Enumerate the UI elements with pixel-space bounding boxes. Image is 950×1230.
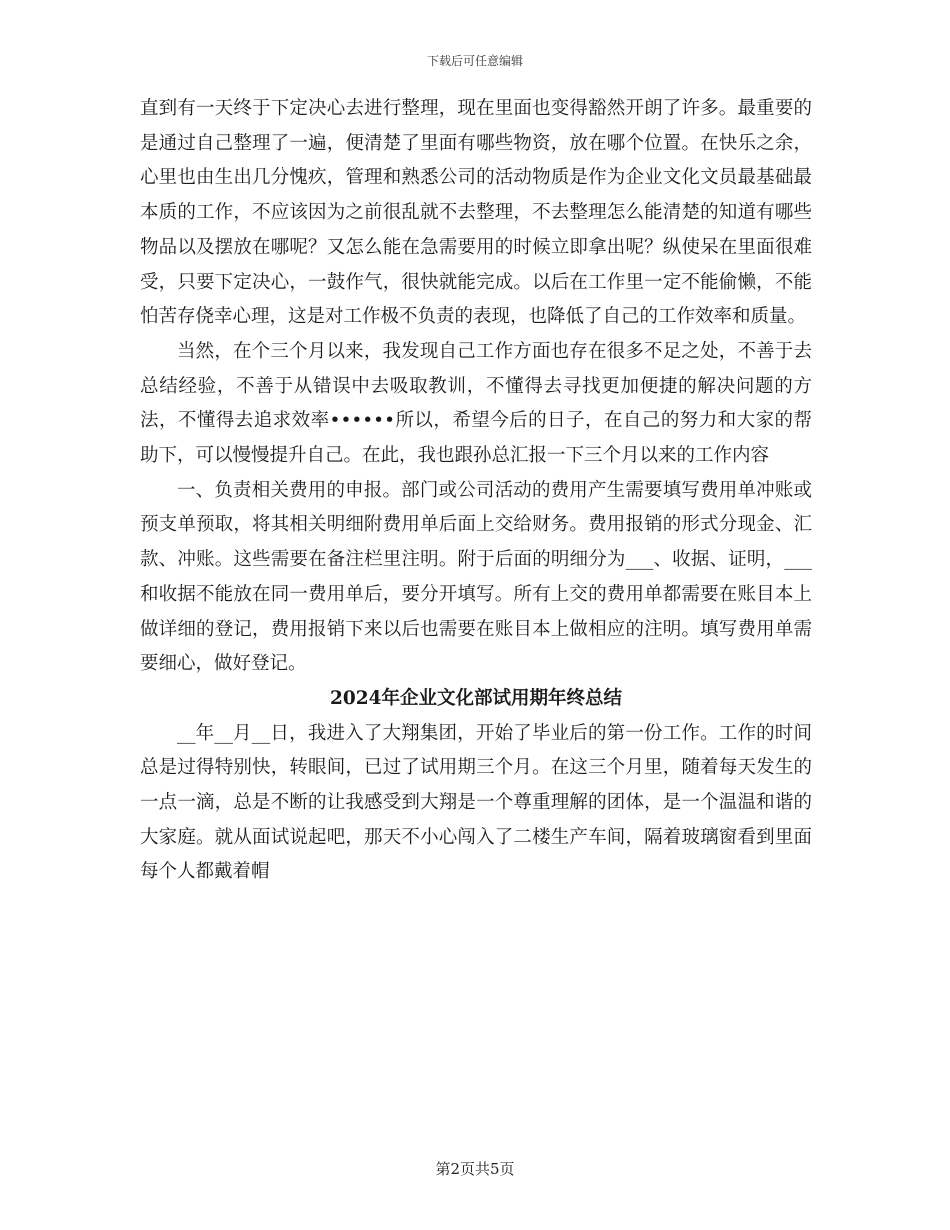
paragraph-3: 一、负责相关费用的申报。部门或公司活动的费用产生需要填写费用单冲账或预支单预取，将其相关明细附费用单后面上交给财务。费用报销的形式分现金、汇款、冲账。这些需要在备注栏里注明。附于后面的明细分为___、收据、证明，___和收据不能放在同一费用单后，要分开填写。所有上交的费用单都需要在账目本上做详细的登记，费用报销下来以后也需要在账目本上做相应的注明。填写费用单需要细心，做好登记。 (140, 479, 812, 675)
paragraph-4: __年__月__日，我进入了大翔集团，开始了毕业后的第一份工作。工作的时间总是过得特别快，转眼间，已过了试用期三个月。在这三个月里，随着每天发生的一点一滴，总是不断的让我感受到大翔是一个尊重理解的团体，是一个温温和谐的大家庭。就从面试说起吧，那天不小心闯入了二楼生产车间，隔着玻璃窗看到里面每个人都戴着帽 (140, 722, 812, 883)
document-body (140, 92, 812, 890)
page-header-note: 下载后可任意编辑 (426, 54, 523, 68)
section-title: 2024年企业文化部试用期年终总结 (330, 687, 622, 709)
paragraph-2: 当然，在个三个月以来，我发现自己工作方面也存在很多不足之处，不善于去总结经验，不善于从错误中去吸取教训，不懂得去寻找更加便捷的解决问题的方法，不懂得去追求效率••••••所以，希望今后的日子，在自己的努力和大家的帮助下，可以慢慢提升自己。在此，我也跟孙总汇报一下三个月以来的工作内容 (140, 340, 812, 467)
page-number-footer: 第2页共5页 (435, 1160, 515, 1178)
paragraph-1: 直到有一天终于下定决心去进行整理，现在里面也变得豁然开朗了许多。最重要的是通过自己整理了一遍，便清楚了里面有哪些物资，放在哪个位置。在快乐之余，心里也由生出几分愧疚，管理和熟悉公司的活动物质是作为企业文化文员最基础最本质的工作，不应该因为之前很乱就不去整理，不去整理怎么能清楚的知道有哪些物品以及摆放在哪呢？又怎么能在急需要用的时候立即拿出呢？纵使呆在里面很难受，只要下定决心，一鼓作气，很快就能完成。以后在工作里一定不能偷懒，不能怕苦存侥幸心理，这是对工作极不负责的表现，也降低了自己的工作效率和质量。 (140, 98, 812, 328)
